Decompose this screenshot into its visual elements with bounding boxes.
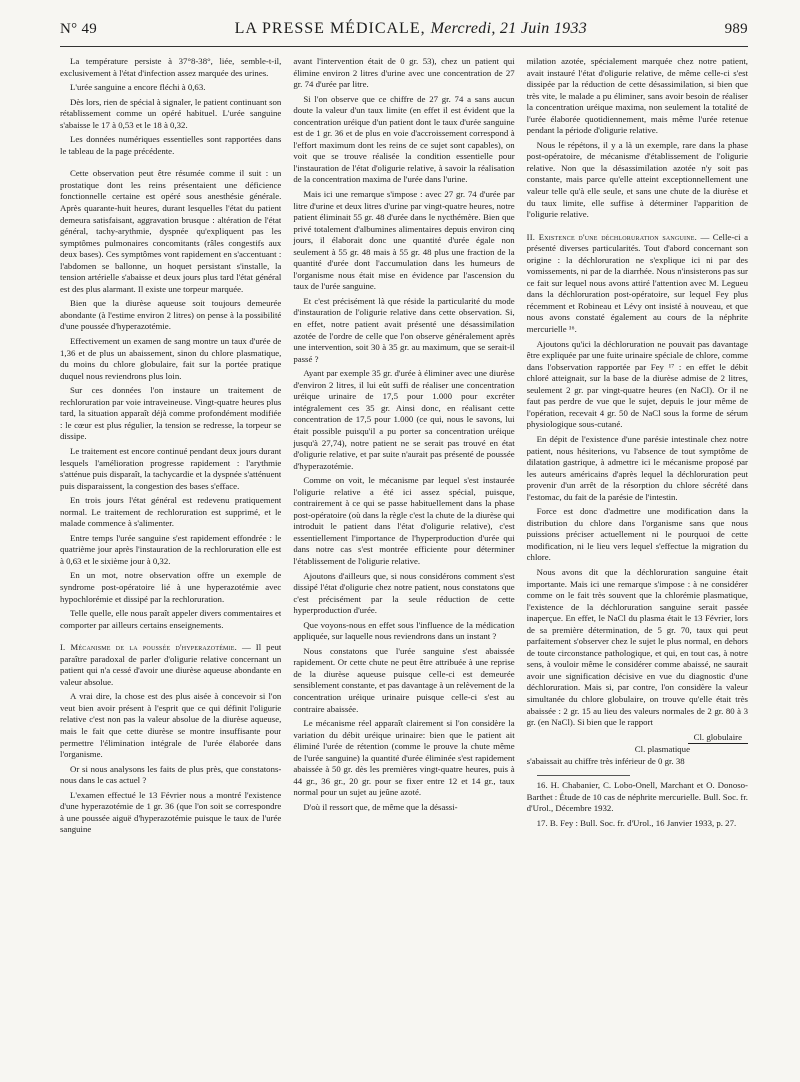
- paragraph: La température persiste à 37°8-38°, liée, semble-t-il, exclusivement à l'état d'infection assez marquée des urines.: [60, 56, 282, 78]
- journal-title: [235, 20, 588, 38]
- paragraph: D'où il ressort que, de même que la désassi-: [303, 801, 458, 812]
- section-heading-1: [60, 642, 281, 688]
- header-rule: [60, 46, 748, 47]
- paragraph: Comme on voit, le mécanisme par lequel s'est instaurée l'oligurie relative a été ici assez spécial, puisque, contrairement à ce qui se passe habituellement dans la phase post-opératoire (où dans la règle c'est la chute de la diurèse qui introduit le patient dans l'état d'oligurie relative), c'est essentiellement l'importance de l'hyperproduction d'urée qui dans notre cas s'est montrée efficiente pour déterminer l'établissement de l'oligurie relative.: [293, 475, 515, 566]
- paragraph: Ajoutons qu'ici la déchloruration ne pouvait pas davantage être expliquée par une fuite urinaire spéciale de chlore, comme dans l'observation rapportée par Fey ¹⁷ : en effet le débit chloré atteignait, sur la base de la diurèse admise de 2 litres, seulement 2 gr. par vingt-quatre heures (en NaCl). Or il ne faut pas perdre de vue que le sujet, depuis le jour même de l'opération, recevait 4 gr. 50 de NaCl sous la forme de sérum physiologique sous-cutané.: [526, 338, 748, 430]
- section-lead: — Il peut paraître paradoxal de parler d'oligurie relative concernant un patient qui n'a cessé d'avoir une diurèse aqueuse abondante en valeur absolue.: [60, 642, 282, 687]
- paragraph: Si l'on observe que ce chiffre de 27 gr. 74 a sans aucun doute la valeur d'un taux limite (en effet il est évident que la concentration uréique d'un patient dont le taux d'urée sanguine est de 1 gr. 36 et de plus en voie d'accroissement correspond à l'effort maximum dont les reins de ce sujet sont capables), on voit que se trouve réalisée la condition essentielle pour l'instauration de l'état d'oligurie relative, à savoir la réalisation de la concentration maxima de l'urée dans l'urine.: [293, 93, 515, 185]
- article-body: [60, 56, 748, 1068]
- paragraph: Force est donc d'admettre une modification dans la distribution du chlore dans l'organisme sans que nous puissions préciser actuellement ni le pourquoi de cette modification, ni le lieu vers lequel s'effectue la migration du chlore.: [526, 506, 748, 563]
- paragraph: A vrai dire, la chose est des plus aisée à concevoir si l'on veut bien avoir présent à l'esprit que ce qui définit l'oligurie relative c'est non pas la valeur absolue de la diurèse aqueuse, mais le fait que cette diurèse se montre insuffisante pour permettre l'élimination intégrale de l'urée élaborée dans l'organisme.: [60, 691, 282, 760]
- paragraph: Dès lors, rien de spécial à signaler, le patient continuant son rétablissement comme un opéré habituel. L'urée sanguine s'abaisse le 17 à 0,53 et le 18 à 0,32.: [60, 96, 282, 130]
- paragraph: Cette observation peut être résumée comme il suit : un prostatique dont les reins présentaient une déficience fonctionnelle certaine est opéré sous anesthésie générale. Après quarante-huit heures, durant lesquelles l'état du patient demeura satisfaisant, aggravation brusque : altération de l'état général, tachy-arythmie, dyspnée qu'expliquent pas les symptômes pulmonaires concomitants (râles congestifs aux deux bases). Ces symptômes vont rapidement en s'accentuant : l'abdomen se ballonne, un hoquet persistant s'installe, la tension artérielle s'abaisse et deux jours plus tard l'état général est des plus alarmant. Il existe une torpeur marquée.: [60, 168, 282, 294]
- paragraph: Mais ici une remarque s'impose : avec 27 gr. 74 d'urée par litre d'urine et deux litres d'urine par vingt-quatre heures, notre patient éliminait 55 gr. 48 d'urée dans le nycthémère. Bien que privé totalement d'albumines alimentaires depuis environ cinq jours, il élaborait donc une quantité d'urée égale non seulement à 55 gr. 48 mais à 55 gr. 48 plus une fraction de la quantité d'urée dont l'accumulation dans les humeurs de l'organisme nous était mise en évidence par l'ascension du taux de l'urée sanguine.: [293, 189, 515, 292]
- paragraph: L'urée sanguine a encore fléchi à 0,63.: [70, 82, 206, 93]
- paragraph: avant l'intervention était de 0 gr. 53), chez un patient qui élimine environ 2 litres d'urine avec une concentration de 27 gr. 74 d'urée par litre.: [293, 56, 515, 90]
- paragraph: Nous constatons que l'urée sanguine s'est abaissée rapidement. Or cette chute ne peut être attribuée à une reprise de la diurèse aqueuse puisque celle-ci est demeurée sensiblement constante, et pas davantage à un relèvement de la concentration uréique urinaire puisque celle-ci s'est au contraire abaissée.: [293, 645, 515, 714]
- paragraph: Le traitement est encore continué pendant deux jours durant lesquels l'amélioration progresse rapidement : l'arythmie s'atténue puis disparaît, la tachycardie et la dyspnée s'atténuent puis disparaissent, la congestion des bases s'efface.: [60, 445, 282, 491]
- ratio-denominator: Cl. plasmatique: [634, 744, 690, 755]
- ratio-numerator: Cl. globulaire: [688, 732, 748, 745]
- paragraph: En trois jours l'état général est redevenu pratiquement normal. Le traitement de rechloruration est supprimé, et le malade commence à s'alimenter.: [60, 495, 282, 529]
- paragraph: Nous avons dit que la déchloruration sanguine était importante. Mais ici une remarque s'impose : à ne considérer comme on le fait très souvent que la chlorémie plasmatique, l'existence de la déchloruration sanguine serait passée inaperçue. En effet, le NaCl du plasma était le 13 Février, lors de sa première détermination, de 5 gr. 70, taux qui peut parfaitement s'observer chez le sujet le plus normal, en dehors de toute circonstance pathologique, et qui, en tout cas, à notre sens, à vouloir même le considérer comme abaissé, ne saurait avoir une signification décisive en vue du diagnostic d'une déchloruration. Mais si, par contre, l'on considère la valeur simultanée du chlore globulaire, on trouve qu'elle était très abaissée : 2 gr. 15 au lieu des valeurs normales de 2 gr. 80 à 3 gr. (en NaCl). Si bien que le rapport: [526, 566, 748, 728]
- footnote-divider: [537, 775, 630, 776]
- paragraph: En un mot, notre observation offre un exemple de syndrome post-opératoire lié à une hyperazotémie avec hypochlorémie et dissipé par la rechloruration.: [60, 570, 282, 604]
- section-title: I. Mécanisme de la poussée d'hyperazotémie.: [60, 642, 238, 653]
- footnote: 16. H. Chabanier, C. Lobo-Onell, Marchant et O. Donoso-Barthet : Étude de 10 cas de néphrite mercurielle. Bull. Soc. fr. d'Urol., Décembre 1932.: [526, 780, 748, 814]
- paragraph: Ajoutons d'ailleurs que, si nous considérons comment s'est dissipé l'état d'oligurie chez notre patient, nous constatons que c'est précisément par la seule réduction de cette hyperproduction d'urée.: [293, 570, 515, 616]
- paragraph: Bien que la diurèse aqueuse soit toujours demeurée abondante (à l'estime environ 2 litres) on pense à la possibilité d'une poussée d'hyperazotémie.: [60, 298, 282, 332]
- paragraph: Or si nous analysons les faits de plus près, que constatons-nous dans le cas actuel ?: [60, 763, 282, 786]
- column-2: [293, 56, 514, 1068]
- paragraph: En dépit de l'existence d'une parésie intestinale chez notre patient, nous hésiterions, vu l'absence de tout symptôme de dilatation gastrique, à admettre ici le mécanisme proposé par les auteurs américains d'après lequel la déchloruration peut provenir d'un arrêt de la résorption du chlore sécrété dans l'estomac, du fait de la parésie de l'intestin.: [526, 433, 748, 502]
- paragraph: Et c'est précisément là que réside la particularité du mode d'instauration de l'oligurie relative dans cette observation. Si, en effet, notre patient avait présenté une désassimilation azotée de l'ordre de celle que l'on observe généralement après une intervention, soit 30 à 35 gr. au maximum, que se serait-il passé ?: [293, 295, 515, 364]
- journal-name: LA PRESSE MÉDICALE,: [234, 20, 426, 37]
- column-3: [527, 56, 748, 1068]
- section-lead: — Celle-ci a présenté diverses particularités. Tout d'abord concernant son origine : la déchloruration ne s'explique ici ni par des vomissements, ni par de la diarrhée. Nous n'insisterons pas sur ce fait sur lequel nous avons attiré l'attention avec M. Legueu dans la déchloruration post-opératoire, sur lequel Fey plus récemment et Robineau et Lévy ont insisté à nouveau, et que nous avons constaté également au cours de la néphrite mercurielle ¹⁶.: [526, 231, 748, 335]
- section-title: II. Existence d'une déchloruration sanguine.: [526, 231, 697, 242]
- section-heading-2: [527, 232, 748, 336]
- footnote: 17. B. Fey : Bull. Soc. fr. d'Urol., 16 Janvier 1933, p. 27.: [536, 817, 737, 828]
- paragraph: Entre temps l'urée sanguine s'est rapidement effondrée : le quatrième jour après l'instauration de la rechloruration elle est à 0,63 et le sixième jour à 0,32.: [60, 532, 282, 566]
- paragraph: Le mécanisme réel apparaît clairement si l'on considère la variation du débit uréique urinaire: bien que le patient ait éliminé l'urée de rétention (comme le prouve la chute même de l'urée sanguine) la quantité d'urée éliminée s'est rapidement abaissée à 50 gr. dès les premières vingt-quatre heures, puis à 44 gr., 36 gr., 20 gr. pour se fixer entre 12 et 14 gr., taux normal pour un sujet au jeûne azoté.: [293, 718, 515, 798]
- paragraph: Les données numériques essentielles sont rapportées dans le tableau de la page précédente.: [60, 134, 282, 156]
- page-number: 989: [724, 21, 748, 37]
- paragraph: Telle quelle, elle nous paraît appeler divers commentaires et comporter par ailleurs certains enseignements.: [60, 608, 282, 630]
- paragraph: s'abaissait au chiffre très inférieur de 0 gr. 38: [526, 755, 685, 766]
- column-1: [60, 56, 281, 1068]
- paragraph: Ayant par exemple 35 gr. d'urée à éliminer avec une diurèse d'environ 2 litres, il lui eût suffi de réaliser une concentration uréique urinaire de 17,5 pour 1.000 pour excréter intégralement ces 35 gr. Ainsi donc, en réalisant cette concentration de 17,5 pour 1.000 (ce qui, nous le savons, lui était possible puisqu'il a pu porter sa concentration uréique jusqu'à 27,74), notre patient ne se serait pas trouvé en état d'oligurie relative, et par suite n'aurait pas présenté de poussée d'hyperazotémie.: [293, 368, 515, 471]
- paragraph: Sur ces données l'on instaure un traitement de rechloruration par voie intraveineuse. Vingt-quatre heures plus tard, la situation apparaît déjà comme profondément modifiée : le cœur est plus régulier, la tension se redresse, la torpeur se dissipe.: [60, 385, 282, 442]
- issue-date: Mercredi, 21 Juin 1933: [430, 20, 588, 37]
- paragraph: Que voyons-nous en effet sous l'influence de la médication appliquée, sur laquelle nous reviendrons dans un instant ?: [293, 619, 515, 642]
- paragraph: Nous le répétons, il y a là un exemple, rare dans la phase post-opératoire, de mécanisme d'établissement de l'oligurie relative. Non que la désassimilation azotée n'y soit pas constante, mais parce qu'elle atteint exceptionnellement une valeur telle qu'à elle seule, et sans une chute de la diurèse et du taux limite, elle suffise à déterminer l'apparition de l'oligurie relative.: [526, 139, 748, 220]
- page-header: [60, 20, 748, 46]
- paragraph: L'examen effectué le 13 Février nous a montré l'existence d'une hyperazotémie de 1 gr. 36 (que l'on soit se correspondre à une poussée aiguë d'hyperazotémie puisque le taux de l'urée sanguine: [60, 789, 282, 835]
- paragraph: milation azotée, spécialement marquée chez notre patient, avait instauré l'état d'oligurie relative, de même celle-ci s'est dissipée par la réduction de cette désassimilation, si bien que très vite, le malade a pu éliminer, sans avoir besoin de réaliser la concentration uréique maxima, non seulement la totalité de l'urée élaborée quotidiennement, mais même l'urée retenue pendant la période d'oligurie relative.: [526, 56, 748, 136]
- paragraph: Effectivement un examen de sang montre un taux d'urée de 1,36 et de plus un abaissement, sinon du chlore plasmatique, du moins du chlore globulaire, fait sur la portée pratique duquel nous reviendrons plus loin.: [60, 336, 282, 381]
- chlorine-ratio: [527, 732, 748, 756]
- issue-number: N° 49: [60, 21, 98, 37]
